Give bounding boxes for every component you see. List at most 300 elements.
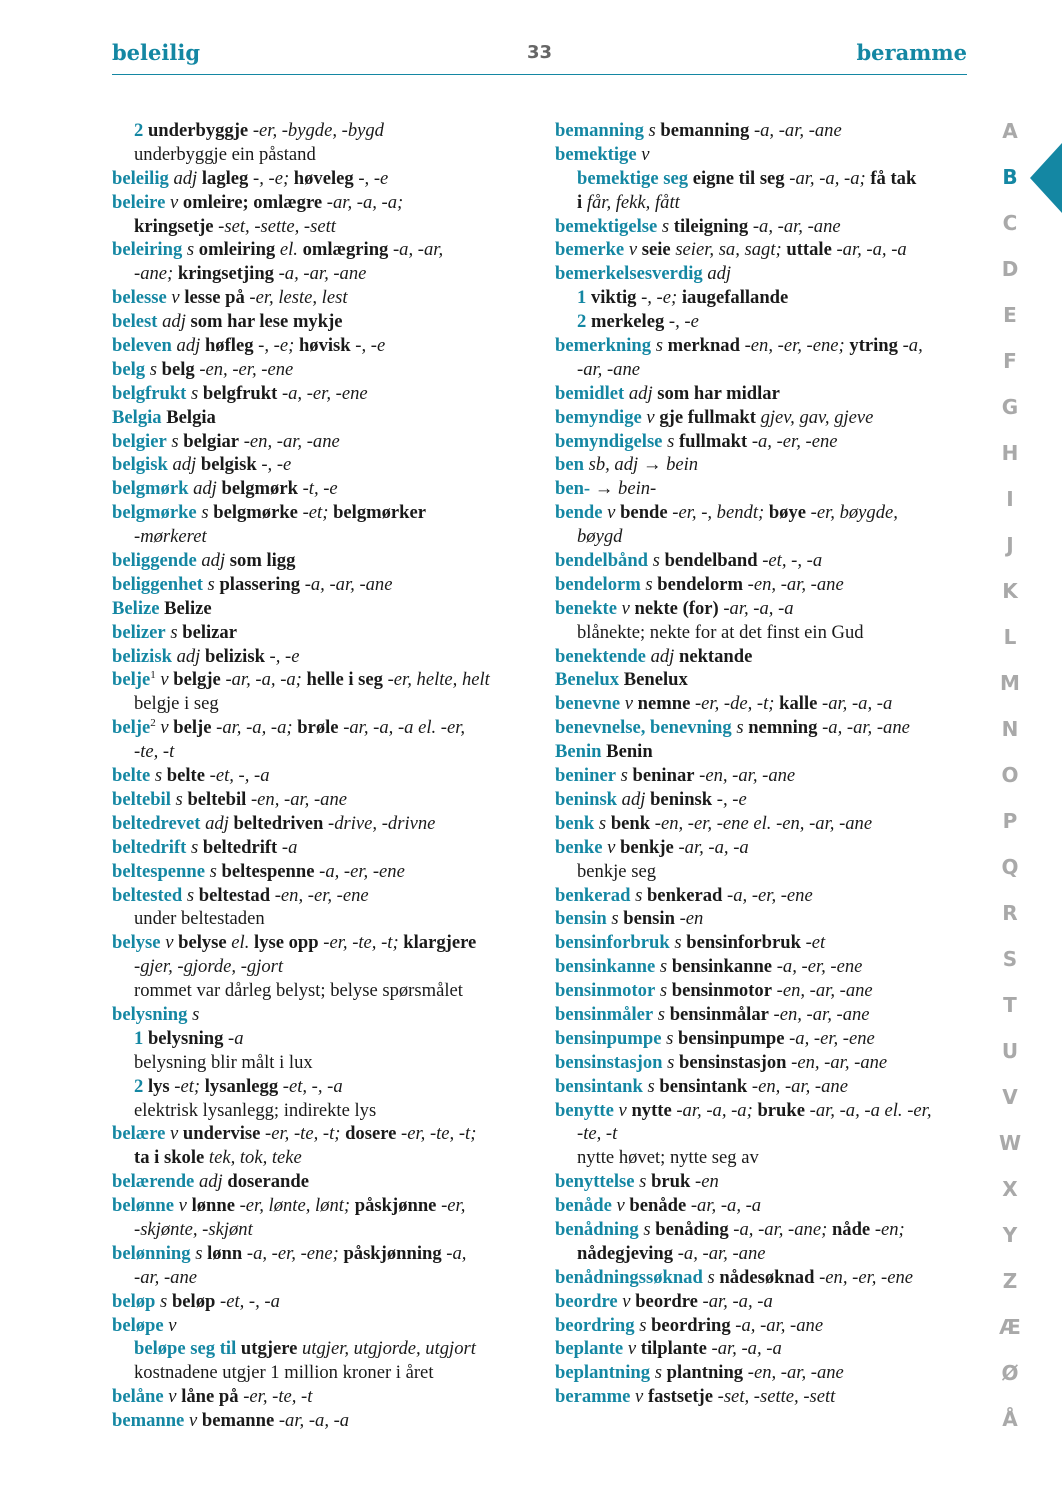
- alphabet-letter-q[interactable]: Q: [1001, 855, 1019, 879]
- grammar-info: s: [182, 884, 199, 906]
- headword: bensinkanne: [555, 956, 656, 978]
- headword: belesse: [112, 287, 167, 309]
- headword: bemerke: [555, 239, 625, 261]
- headword: ben-: [555, 478, 591, 500]
- translation: høfleg: [204, 335, 254, 357]
- grammar-info: -ar, -a, -a: [718, 597, 794, 619]
- grammar-info: -ar, -a, -a: [274, 1410, 350, 1432]
- example-text: kostnadene utgjer 1 million kroner i året: [134, 1362, 434, 1384]
- grammar-info: -en, -er, -ene: [194, 358, 294, 380]
- entry-line: [112, 788, 532, 812]
- grammar-info: -, -e;: [248, 167, 294, 189]
- grammar-info: s: [642, 1075, 660, 1097]
- headword: belysning: [112, 1003, 188, 1025]
- headword: Benin: [555, 741, 602, 763]
- alphabet-letter-p[interactable]: P: [1002, 809, 1018, 833]
- alphabet-letter-b[interactable]: B: [1002, 165, 1018, 189]
- translation: omleiring: [198, 239, 276, 261]
- alphabet-letter-m[interactable]: M: [1000, 671, 1020, 695]
- translation: nekte (for): [634, 597, 719, 619]
- headword: bende: [555, 502, 603, 524]
- grammar-info: -en: [690, 1171, 719, 1193]
- alphabet-letter-z[interactable]: Z: [1002, 1269, 1018, 1293]
- translation: tileigning: [673, 215, 749, 237]
- grammar-info: -ar, -a, -a;: [220, 669, 307, 691]
- grammar-info: -ar, -a, -a: [706, 1338, 782, 1360]
- alphabet-letter-e[interactable]: E: [1003, 303, 1017, 327]
- grammar-info: adj: [200, 812, 234, 834]
- grammar-info: s: [643, 120, 661, 141]
- grammar-info: s: [204, 860, 222, 882]
- grammar-info: s: [615, 765, 633, 787]
- alphabet-letter-c[interactable]: C: [1002, 211, 1018, 235]
- translation: belje: [173, 717, 212, 739]
- translation: doserande: [227, 1171, 309, 1193]
- headword: bensinpumpe: [555, 1027, 662, 1049]
- entry-line: [555, 406, 975, 430]
- grammar-info: -gjer, -gjorde, -gjort: [134, 956, 284, 978]
- grammar-info: s: [657, 215, 674, 237]
- grammar-info: adj: [188, 478, 222, 500]
- guide-word-right: beramme: [856, 40, 967, 65]
- headword: beltespenne: [112, 860, 205, 882]
- translation: nemning: [748, 717, 818, 739]
- entry-continuation-line: [112, 143, 532, 167]
- entry-line: [112, 334, 532, 358]
- translation: nytte: [631, 1099, 672, 1121]
- grammar-info: s: [187, 1003, 200, 1025]
- translation: bensintank: [659, 1075, 748, 1097]
- grammar-info: adj: [171, 645, 205, 667]
- translation: bensinstasjon: [679, 1051, 787, 1073]
- translation: bøye: [768, 502, 807, 524]
- translation: seie: [641, 239, 671, 261]
- translation: lønn: [207, 1242, 243, 1264]
- translation: merkeleg: [590, 311, 665, 333]
- grammar-info: s: [650, 1362, 667, 1384]
- entry-continuation-line: [555, 1146, 975, 1170]
- entry-continuation-line: [112, 262, 532, 286]
- grammar-info: v: [630, 1386, 648, 1408]
- alphabet-letter-k[interactable]: K: [1002, 579, 1018, 603]
- grammar-info: -drive, -drivne: [323, 812, 436, 834]
- grammar-info: adj: [157, 311, 191, 333]
- alphabet-letter-a[interactable]: A: [1002, 119, 1018, 143]
- entry-continuation-line: [555, 525, 975, 549]
- headword: beltedrift: [112, 836, 187, 858]
- entry-continuation-line: [112, 907, 532, 931]
- headword: bemyndige: [555, 406, 642, 428]
- entry-line: [555, 1099, 975, 1123]
- headword: beleire: [112, 191, 166, 213]
- translation: belgisk: [200, 454, 257, 476]
- entry-line: [112, 884, 532, 908]
- translation: påskjønning: [343, 1242, 442, 1264]
- alphabet-letter-i[interactable]: I: [1006, 487, 1014, 511]
- alphabet-letter-h[interactable]: H: [1001, 441, 1019, 465]
- alphabet-letter-g[interactable]: G: [1001, 395, 1019, 419]
- translation: undervise: [182, 1123, 261, 1145]
- translation: iaugefallande: [681, 287, 789, 309]
- entry-line: [555, 1337, 975, 1361]
- translation: eigne til seg: [692, 167, 785, 189]
- grammar-info: s: [662, 430, 679, 452]
- translation: plassering: [219, 573, 301, 595]
- grammar-info: -ar, -a, -a;: [211, 717, 298, 739]
- translation: beninar: [632, 765, 695, 787]
- entry-continuation-line: [112, 1337, 532, 1361]
- grammar-info: -en, -ar, -ane: [771, 980, 873, 1002]
- translation: Benelux: [623, 669, 688, 691]
- grammar-info: -, -e: [664, 311, 699, 333]
- headword: Belize: [112, 597, 160, 619]
- grammar-info: -ar, -a, -a;: [671, 1099, 758, 1121]
- entry-line: [112, 1242, 532, 1266]
- translation: tilplante: [640, 1338, 707, 1360]
- entry-line: [555, 119, 975, 143]
- grammar-info: -a, -ar, -ane: [748, 215, 841, 237]
- grammar-info: v: [602, 836, 621, 858]
- translation: beltestad: [198, 884, 271, 906]
- grammar-info: v: [155, 669, 174, 691]
- alphabet-letter-w[interactable]: W: [998, 1131, 1022, 1155]
- translation: benkje: [620, 836, 674, 858]
- entry-line: [112, 597, 532, 621]
- headword: benke: [555, 836, 603, 858]
- translation: beordre: [635, 1290, 698, 1312]
- translation: belizisk: [204, 645, 265, 667]
- example-text: under beltestaden: [134, 908, 265, 930]
- entry-line: [112, 382, 532, 406]
- translation: bendelorm: [657, 573, 744, 595]
- entry-continuation-line: [555, 1242, 975, 1266]
- entry-line: [112, 430, 532, 454]
- grammar-info: v: [620, 693, 638, 715]
- grammar-info: -a, -ar, -ane: [273, 263, 367, 285]
- headword: beliggende: [112, 550, 197, 572]
- grammar-info: adj: [702, 263, 732, 285]
- example-text: nytte høvet; nytte seg av: [577, 1147, 759, 1169]
- entry-line: [555, 477, 975, 501]
- entry-line: [112, 1170, 532, 1194]
- entry-continuation-line: [555, 167, 975, 191]
- translation: dosere: [345, 1123, 397, 1145]
- grammar-info: -ar, -a, -a el. -er,: [338, 717, 466, 739]
- grammar-info: v: [623, 1338, 641, 1360]
- entry-line: [555, 931, 975, 955]
- translation: som har lese mykje: [190, 311, 343, 333]
- grammar-info: -en;: [870, 1218, 905, 1240]
- grammar-info: -er, -te, -t: [238, 1386, 313, 1408]
- grammar-info: bøygd: [577, 526, 623, 548]
- grammar-info: -a, -er, -ene: [314, 860, 405, 882]
- translation: lesse på: [184, 287, 245, 309]
- grammar-info: -et, -, -a: [204, 765, 270, 787]
- grammar-info: -et, -, -a: [757, 550, 823, 572]
- alphabet-letter-j[interactable]: J: [1006, 533, 1014, 557]
- grammar-info: -er, leste, lest: [244, 287, 348, 309]
- entry-line: [112, 167, 532, 191]
- entry-line: [555, 573, 975, 597]
- entry-line: [555, 597, 975, 621]
- translation: beninsk: [650, 788, 713, 810]
- headword: Benelux: [555, 669, 620, 691]
- headword: bensin: [555, 908, 607, 930]
- grammar-info: -er, -bygde, -bygd: [248, 120, 384, 141]
- entry-line: [555, 692, 975, 716]
- grammar-info: -er, bøygde,: [806, 502, 898, 524]
- entry-line: [555, 764, 975, 788]
- grammar-info: -a, -ar,: [388, 239, 444, 261]
- translation: merknad: [667, 335, 740, 357]
- alphabet-letter-l[interactable]: L: [1003, 625, 1017, 649]
- alphabet-letter-t[interactable]: T: [1003, 993, 1017, 1017]
- grammar-info: gjev, gav, gjeve: [755, 406, 874, 428]
- alphabet-letter-r[interactable]: R: [1002, 901, 1018, 925]
- grammar-info: adj: [196, 550, 230, 572]
- grammar-info: -er, -te, -t;: [396, 1123, 477, 1145]
- alphabet-letter-n[interactable]: N: [1001, 717, 1019, 741]
- headword: bensinstasjon: [555, 1051, 663, 1073]
- entry-line: [555, 334, 975, 358]
- headword: benytte: [555, 1099, 614, 1121]
- translation: belgmørker: [333, 502, 427, 524]
- grammar-info: -er, -te, -t;: [260, 1123, 346, 1145]
- entry-line: [112, 1122, 532, 1146]
- grammar-info: bein-: [618, 478, 657, 500]
- grammar-info: -a, -ar, -ane;: [728, 1218, 832, 1240]
- headword: belønning: [112, 1242, 191, 1264]
- headword: beordre: [555, 1290, 618, 1312]
- headword: belønne: [112, 1195, 174, 1217]
- headword: belte: [112, 765, 151, 787]
- grammar-info: s: [634, 1171, 652, 1193]
- entry-line: [112, 191, 532, 215]
- entry-line: [555, 262, 975, 286]
- translation: høveleg: [293, 167, 354, 189]
- translation: beløp: [171, 1290, 216, 1312]
- translation: bensinmålar: [669, 1003, 769, 1025]
- grammar-info: s: [170, 788, 188, 810]
- translation: nådesøknad: [719, 1266, 815, 1288]
- grammar-info: -ar, -a, -a el. -er,: [804, 1099, 932, 1121]
- translation: lys: [147, 1075, 170, 1097]
- entry-continuation-line: [112, 1361, 532, 1385]
- translation: Belgia: [166, 406, 216, 428]
- grammar-info: -, -e;: [636, 287, 682, 309]
- headword: belje: [112, 669, 151, 691]
- grammar-info: seier, sa, sagt;: [670, 239, 787, 261]
- translation: nåde: [831, 1218, 871, 1240]
- entry-line: [555, 143, 975, 167]
- sense-number: 2: [577, 311, 591, 333]
- translation: benk: [610, 812, 651, 834]
- alphabet-letter-d[interactable]: D: [1001, 257, 1019, 281]
- grammar-info: -er,: [436, 1195, 466, 1217]
- grammar-info: -en, -ar, -ane: [743, 573, 844, 595]
- alphabet-letter-x[interactable]: X: [1002, 1177, 1018, 1201]
- entry-continuation-line: [112, 119, 532, 143]
- entry-line: [555, 1075, 975, 1099]
- grammar-info: v: [611, 1195, 630, 1217]
- grammar-info: -et, -, -a: [278, 1075, 343, 1097]
- grammar-info: s: [638, 1218, 656, 1240]
- translation: uttale: [786, 239, 832, 261]
- alphabet-letter-ø[interactable]: Ø: [1001, 1361, 1019, 1385]
- grammar-info: s: [655, 980, 672, 1002]
- headword: bemerkning: [555, 335, 652, 357]
- grammar-info: v: [617, 1290, 636, 1312]
- grammar-info: -en, -ar, -ane: [239, 430, 340, 452]
- translation: bendelband: [664, 550, 758, 572]
- headword: benådning: [555, 1218, 639, 1240]
- example-text: elektrisk lysanlegg; indirekte lys: [134, 1099, 377, 1121]
- alphabet-letter-v[interactable]: V: [1002, 1085, 1018, 1109]
- headword: belgmørk: [112, 478, 189, 500]
- entry-continuation-line: [112, 1266, 532, 1290]
- entry-line: [555, 430, 975, 454]
- headword: benevne: [555, 693, 621, 715]
- example-text: underbyggje ein påstand: [134, 143, 316, 165]
- alphabet-letter-f[interactable]: F: [1003, 349, 1017, 373]
- entry-line: [112, 453, 532, 477]
- headword: bemektige: [555, 143, 637, 165]
- right-column: [555, 119, 975, 1409]
- translation: lyse opp: [254, 932, 319, 954]
- entry-line: [555, 1266, 975, 1290]
- alphabet-letter-æ[interactable]: Æ: [999, 1315, 1021, 1339]
- entry-line: [555, 549, 975, 573]
- grammar-info: -, -e: [264, 645, 300, 667]
- translation: viktig: [590, 287, 637, 309]
- headword: ben: [555, 454, 584, 476]
- headword: beleven: [112, 335, 172, 357]
- entry-continuation-line: [112, 1027, 532, 1051]
- entry-line: [555, 1027, 975, 1051]
- alphabet-letter-u[interactable]: U: [1001, 1039, 1019, 1063]
- translation: få tak: [870, 167, 917, 189]
- entry-line: [112, 645, 532, 669]
- headword: beltebil: [112, 788, 171, 810]
- grammar-info: -, -e: [256, 454, 292, 476]
- entry-continuation-line: [112, 215, 532, 239]
- grammar-info: s: [655, 956, 672, 978]
- grammar-info: s: [150, 765, 167, 787]
- headword: bensinforbruk: [555, 932, 670, 954]
- grammar-info: s: [669, 932, 687, 954]
- entry-line: [555, 453, 975, 477]
- translation: lysanlegg: [204, 1075, 279, 1097]
- translation: bensinkanne: [671, 956, 773, 978]
- translation: som har midlar: [657, 382, 780, 404]
- alphabet-letter-o[interactable]: O: [1001, 763, 1019, 787]
- translation: benåde: [629, 1195, 687, 1217]
- grammar-info: utgjer, utgjorde, utgjort: [297, 1338, 476, 1360]
- translation: Belize: [164, 597, 212, 619]
- translation: kringsetjing: [177, 263, 274, 285]
- entry-continuation-line: [555, 621, 975, 645]
- entry-continuation-line: [555, 1122, 975, 1146]
- entry-line: [112, 1385, 532, 1409]
- headword: benevnelse, benevning: [555, 717, 732, 739]
- grammar-info: s: [640, 573, 658, 595]
- entry-continuation-line: [112, 1099, 532, 1123]
- grammar-info: v: [641, 406, 660, 428]
- translation: beltebil: [187, 788, 247, 810]
- grammar-info: s: [186, 382, 203, 404]
- entry-line: [555, 1170, 975, 1194]
- entry-continuation-line: [112, 1075, 532, 1099]
- entry-line: [112, 358, 532, 382]
- grammar-info: -en, -ar, -ane: [747, 1075, 848, 1097]
- grammar-info: v: [184, 1410, 202, 1432]
- grammar-info: -et;: [297, 502, 334, 524]
- headword: bensintank: [555, 1075, 643, 1097]
- headword: bemerkelsesverdig: [555, 263, 703, 285]
- entry-continuation-line: [112, 1051, 532, 1075]
- sense-number: 2: [134, 120, 148, 141]
- headword: belyse: [112, 932, 161, 954]
- headword: belizisk: [112, 645, 172, 667]
- alphabet-letter-å[interactable]: Å: [1002, 1407, 1018, 1431]
- translation: gje fullmakt: [659, 406, 756, 428]
- translation: bensin: [623, 908, 675, 930]
- headword: bensinmåler: [555, 1003, 654, 1025]
- grammar-info: adj: [171, 335, 205, 357]
- grammar-info: el.: [226, 932, 255, 954]
- entry-continuation-line: [555, 286, 975, 310]
- translation: belte: [166, 765, 205, 787]
- translation: brøle: [297, 717, 339, 739]
- grammar-info: -ar, -a, -a;: [322, 191, 404, 213]
- headword: belizer: [112, 621, 166, 643]
- translation: fullmakt: [678, 430, 748, 452]
- grammar-info: -ar, -a, -a;: [784, 167, 871, 189]
- grammar-info: -a: [277, 836, 298, 858]
- translation: høvisk: [298, 335, 351, 357]
- headword: beniner: [555, 765, 616, 787]
- grammar-info: -et, -, -a: [215, 1290, 280, 1312]
- entry-line: [555, 955, 975, 979]
- grammar-info: adj: [168, 167, 202, 189]
- headword: belåne: [112, 1386, 164, 1408]
- entry-line: [112, 1409, 532, 1433]
- entry-line: [112, 286, 532, 310]
- grammar-info: s: [653, 1003, 670, 1025]
- grammar-info: -a, -er, -ene: [277, 382, 368, 404]
- headword: beplantning: [555, 1362, 651, 1384]
- grammar-info: sb, adj: [583, 454, 643, 476]
- entry-line: [555, 812, 975, 836]
- grammar-info: adj: [194, 1171, 228, 1193]
- translation: belgfrukt: [202, 382, 278, 404]
- example-text: →: [642, 454, 667, 476]
- translation: nådegjeving: [577, 1242, 674, 1264]
- headword: belgfrukt: [112, 382, 187, 404]
- alphabet-letter-y[interactable]: Y: [1002, 1223, 1018, 1247]
- grammar-info: -et;: [169, 1075, 205, 1097]
- grammar-info: s: [165, 621, 183, 643]
- headword: bemanning: [555, 120, 644, 141]
- entry-line: [555, 382, 975, 406]
- translation: belg: [161, 358, 195, 380]
- entry-line: [555, 1051, 975, 1075]
- grammar-info: s: [190, 1242, 208, 1264]
- entry-line: [555, 907, 975, 931]
- grammar-info: bein: [666, 454, 699, 476]
- grammar-info: v: [636, 143, 650, 165]
- alphabet-letter-s[interactable]: S: [1002, 947, 1018, 971]
